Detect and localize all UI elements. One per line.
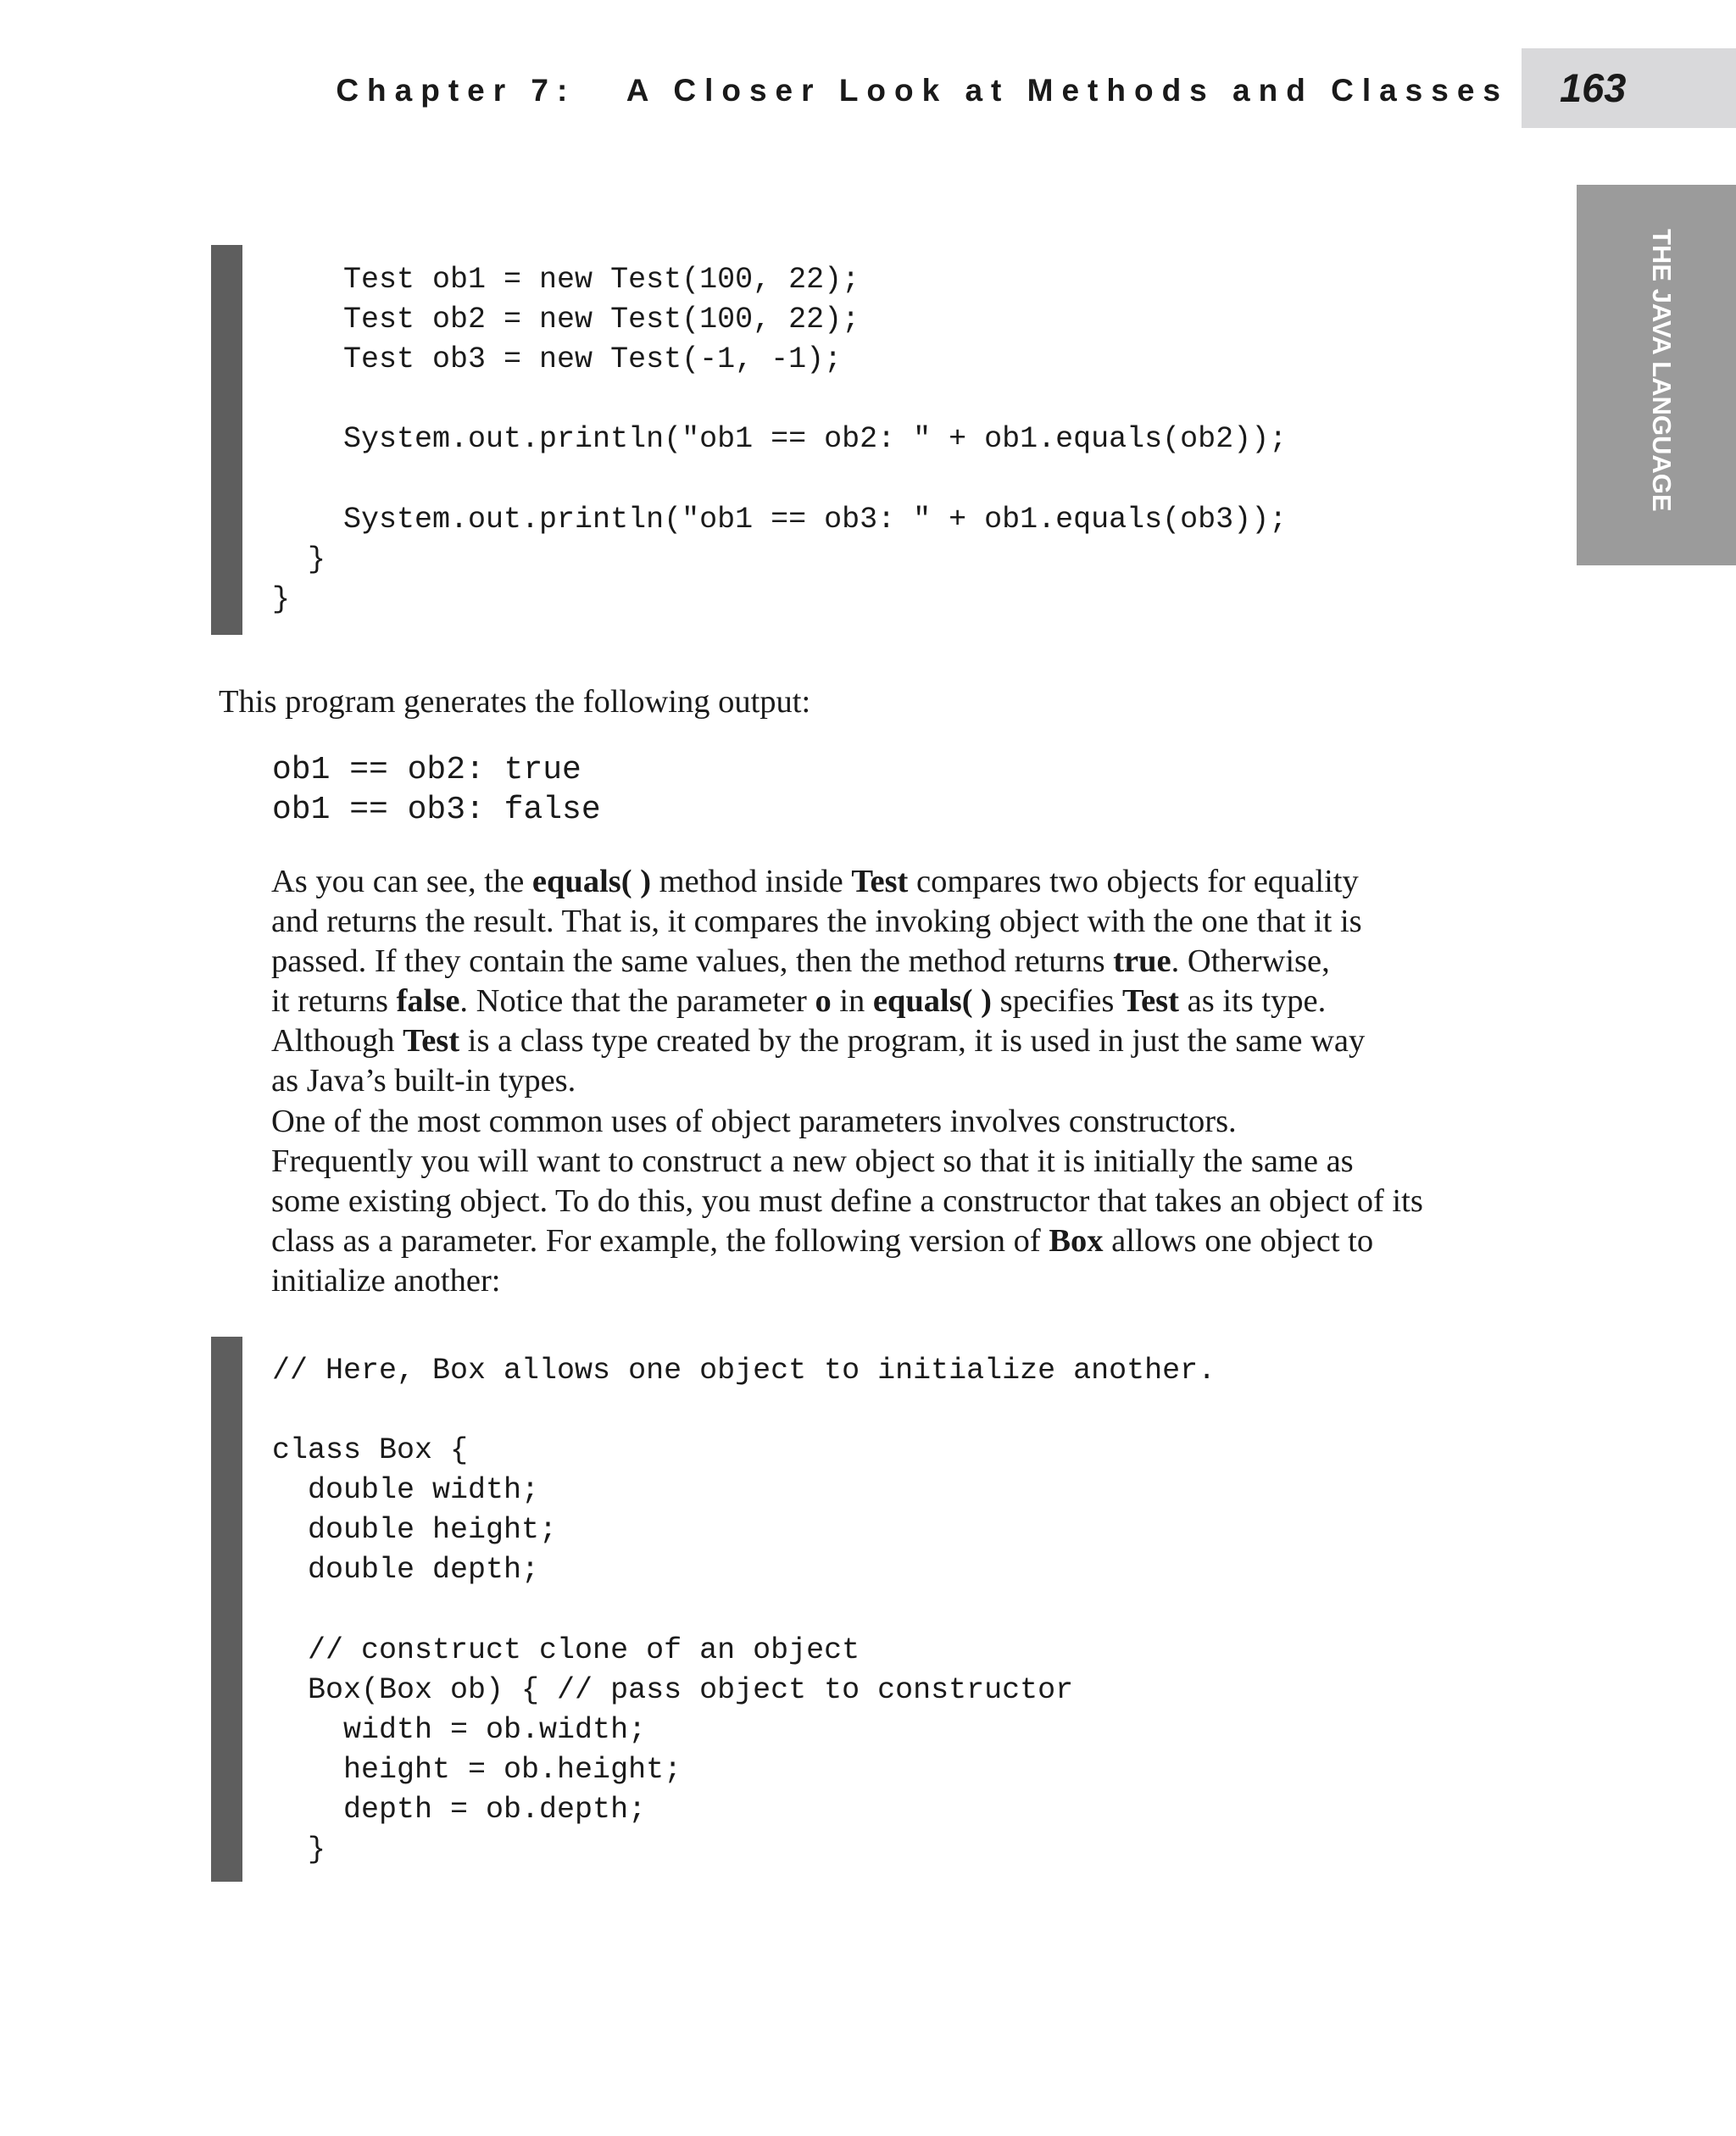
text-run: as Java’s built-in types. — [271, 1063, 576, 1099]
text-run: . Notice that the parameter — [459, 983, 815, 1020]
text-run: method inside — [651, 864, 852, 899]
text-run: One of the most common uses of object parameters involves constructors. — [271, 1103, 1237, 1139]
text-line — [219, 1261, 1423, 1301]
text-line — [219, 902, 1423, 942]
text-run: class as a parameter. For example, the following version of — [271, 1222, 1049, 1259]
text-run: Frequently you will want to construct a new object so that it is initially the same as — [271, 1143, 1354, 1179]
code-line: Test ob1 = new Test(100, 22); — [272, 263, 860, 297]
bold-term: o — [815, 983, 832, 1020]
bold-term: Test — [403, 1023, 460, 1060]
code-line: // construct clone of an object — [272, 1633, 860, 1667]
code-line: System.out.println("ob1 == ob3: " + ob1.equals(ob3)); — [272, 502, 1288, 537]
text-run: some existing object. To do this, you must define a constructor that takes an object of its — [271, 1182, 1423, 1219]
code-line: System.out.println("ob1 == ob2: " + ob1.equals(ob2)); — [272, 422, 1288, 457]
paragraph-constructors — [219, 1102, 1423, 1301]
code-line: depth = ob.depth; — [272, 1793, 647, 1827]
output-line: ob1 == ob2: true — [272, 752, 581, 788]
bold-term: equals( ) — [531, 864, 652, 899]
text-line — [219, 942, 1423, 982]
bold-term: true — [1113, 943, 1171, 980]
bold-term: equals( ) — [872, 983, 992, 1020]
code-line: width = ob.width; — [272, 1712, 647, 1747]
body-text — [219, 862, 1423, 1301]
code-line: double height; — [272, 1513, 558, 1548]
code-line: height = ob.height; — [272, 1752, 682, 1787]
text-run: in — [831, 983, 873, 1020]
side-tab — [1577, 185, 1736, 565]
code-line: } — [272, 1833, 326, 1867]
code-block-1 — [272, 260, 1287, 620]
text-run: As you can see, the — [271, 864, 532, 899]
bold-term: Test — [851, 864, 909, 899]
text-line — [219, 862, 1423, 902]
code-line: // Here, Box allows one object to initialize another. — [272, 1354, 1216, 1388]
side-tab-label: THE JAVA LANGUAGE — [1647, 229, 1677, 512]
text-line — [219, 1061, 1423, 1101]
code-line: double depth; — [272, 1553, 540, 1588]
text-line — [219, 982, 1423, 1021]
text-run: initialize another: — [271, 1262, 501, 1299]
text-line — [219, 1102, 1423, 1142]
text-run: passed. If they contain the same values, then the method returns — [271, 943, 1114, 980]
bold-term: false — [396, 983, 460, 1020]
text-line — [219, 1021, 1423, 1061]
intro-text: This program generates the following output: — [219, 684, 811, 720]
paragraph-equals — [219, 862, 1423, 1102]
text-run: as its type. — [1179, 983, 1327, 1020]
text-line — [219, 1182, 1423, 1221]
text-run: it returns — [271, 983, 397, 1020]
code-line: } — [272, 542, 326, 576]
text-line — [219, 1142, 1423, 1182]
text-run: compares two objects for equality — [908, 864, 1359, 899]
code-block-2-bar — [211, 1337, 242, 1882]
bold-term: Test — [1121, 983, 1179, 1020]
code-line: class Box { — [272, 1433, 469, 1468]
text-run: . Otherwise, — [1171, 943, 1330, 980]
bold-term: Box — [1049, 1222, 1104, 1259]
text-run: allows one object to — [1103, 1222, 1374, 1259]
code-line: double width; — [272, 1473, 540, 1508]
code-block-1-bar — [211, 245, 242, 635]
output-line: ob1 == ob3: false — [272, 792, 601, 829]
code-line: } — [272, 581, 291, 616]
code-block-2 — [272, 1351, 1216, 1870]
page-number: 163 — [1560, 65, 1627, 110]
page-number-box — [1522, 48, 1736, 128]
text-line — [219, 1221, 1423, 1261]
code-line: Test ob3 = new Test(-1, -1); — [272, 342, 843, 377]
text-run: Although — [271, 1023, 403, 1060]
code-line: Box(Box ob) { // pass object to constructor — [272, 1672, 1074, 1707]
text-run: and returns the result. That is, it compares the invoking object with the one that it is — [271, 904, 1362, 940]
running-head: Chapter 7: A Closer Look at Methods and Classes — [336, 73, 1509, 108]
output-block — [272, 750, 601, 830]
text-run: is a class type created by the program, it is used in just the same way — [459, 1023, 1366, 1060]
code-line: Test ob2 = new Test(100, 22); — [272, 303, 860, 337]
text-run: specifies — [992, 983, 1122, 1020]
